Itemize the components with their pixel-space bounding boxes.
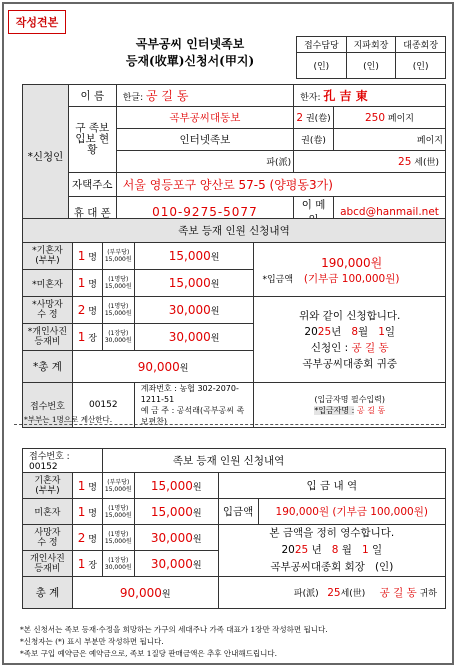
applicant-signature[interactable]: 공 길 동	[351, 341, 389, 354]
fee-count[interactable]: 1	[77, 249, 86, 263]
fee-count[interactable]: 2	[77, 303, 86, 317]
hangul-label: 한글:	[122, 93, 144, 103]
deposit-amount[interactable]: 190,000원	[321, 255, 383, 270]
old-book-name[interactable]: 인터넷족보	[116, 129, 293, 151]
deposit-label: *입금액	[262, 274, 294, 285]
receipt-number: 00152	[72, 383, 134, 428]
old-volume[interactable]: 2	[296, 112, 304, 124]
apply-day[interactable]: 1	[378, 325, 385, 338]
fee-row-label: *사망자 수 정	[23, 297, 73, 324]
old-book-name[interactable]: 곡부공씨대동보	[116, 107, 293, 129]
fee-row-label: *미혼자	[23, 270, 73, 297]
old-page[interactable]: 250	[364, 112, 386, 124]
fee-count[interactable]: 1	[77, 330, 86, 344]
couple-note: *부부는 1명으로 계산한다.	[24, 415, 113, 424]
receipt-no: 접수번호 : 00152	[23, 449, 103, 473]
receipt-label: 접수번호	[23, 383, 73, 428]
cut-line	[14, 424, 444, 425]
receipt-deposit: 190,000원 (기부금 100,000원)	[258, 499, 445, 525]
fee-amount[interactable]: 15,000	[168, 276, 211, 290]
sample-badge: 작성견본	[8, 10, 66, 34]
footer-note-2: *신청자는 (*) 표시 부분만 작성하면 됩니다.	[20, 637, 164, 646]
receipt-total-label: 총 계	[23, 577, 73, 609]
total-label: *총 계	[23, 351, 73, 383]
email-label: 이 메	[294, 197, 334, 228]
address-label: 자택주소	[68, 173, 116, 197]
email-value[interactable]: abcd@hanmail.net	[333, 197, 445, 228]
generation-value[interactable]: 25	[398, 156, 412, 168]
receipt-row-label: 기혼자 (부부)	[23, 473, 73, 499]
fee-amount[interactable]: 15,000	[168, 249, 211, 263]
fee-table: 족보 등재 인원 신청내역 *기혼자 (부부) 1 명 (부부당) 15,000원 15,000원 *입금액 190,000원 (기부금 100,000원) *미혼자 1 명 (1명당) 15,000원 15,000원 *사망자 수 정 2 명 (1명당) 15,000원 30,000원 위와 같이 신청합니다. 2025년 8월 1일 신청인 : 공 길 동 곡부공씨대종회 귀중 *개인사진 등재비 1 장 (1장당) 30,000원 30,000원 *총 계 90,000원 접수번호 00152 계좌번호 : 농협 302-2070-1211-51 예 금 주 : 공석래(곡부공씨 족보편찬) (입금자명 필수입력) *입금자명 : 공 길 동	[22, 218, 446, 428]
fee-amount[interactable]: 30,000	[168, 303, 211, 317]
fee-row-label: *기혼자 (부부)	[23, 243, 73, 270]
receipt-row-label: 사망자 수 정	[23, 525, 73, 551]
fee-row-label: *개인사진 등재비	[23, 324, 73, 351]
depositor-name[interactable]: 공 길 동	[356, 406, 386, 415]
recipient-text: 곡부공씨대종회 귀중	[302, 357, 398, 370]
address-value[interactable]: 서울 영등포구 양산로 57-5 (양평동3가)	[116, 173, 445, 197]
deposit-heading: 입 금 내 역	[218, 473, 445, 499]
footer-note-3: *족보 구입 예약금은 예약금으로, 족보 1질당 판매금액은 추후 안내해드립니다.	[20, 649, 277, 658]
receipt-seal: (인)	[374, 561, 394, 573]
pa-label: 파(派)	[116, 151, 293, 173]
approval-seal[interactable]: (인)	[297, 53, 347, 79]
approval-seal[interactable]: (인)	[396, 53, 446, 79]
bank-account: 계좌번호 : 농협 302-2070-1211-51	[140, 384, 239, 404]
phone-label: 휴 대 폰	[68, 197, 116, 228]
receipt-table: 접수번호 : 00152 족보 등재 인원 신청내역 기혼자 (부부) 1 명 (부부당) 15,000원 15,000원 입 금 내 역 미혼자 1 명 (1명당) 15,000원 15,000원 입금액 190,000원 (기부금 100,000원) 사망자 수 정 2 명 (1명당) 15,000원 30,000원 본 금액을 정히 영수합니다. 2025 년 8 월 1 일 곡부공씨대종회 회장 (인) 개인사진 등재비 1 장 (1장당) 30,000원 30,000원 총 계 90,000원 파(派) 25세(世) 공 길 동 귀하	[22, 448, 446, 609]
receipt-total: 90,000	[119, 585, 162, 600]
receipt-signer: 곡부공씨대종회 회장	[270, 561, 365, 573]
hangul-name[interactable]: 공 길 동	[146, 89, 189, 103]
phone-value[interactable]: 010-9275-5077	[116, 197, 293, 228]
approval-header: 대종회장	[396, 37, 446, 53]
fee-count[interactable]: 1	[77, 276, 86, 290]
receipt-row-label: 개인사진 등재비	[23, 551, 73, 577]
old-record-label: 구 족보 입보 현황	[68, 107, 116, 173]
page-title: 곡부공씨 인터넷족보 등재(收單)신청서(甲지)	[125, 37, 255, 68]
hanja-label: 한자:	[300, 93, 321, 103]
approval-table	[296, 36, 446, 79]
receipt-heading: 족보 등재 인원 신청내역	[102, 449, 445, 473]
receipt-row-label: 미혼자	[23, 499, 73, 525]
applicant-section-label: *신청인	[23, 85, 69, 228]
total-amount[interactable]: 90,000	[137, 359, 180, 374]
receipt-name: 공 길 동	[379, 587, 417, 599]
apply-year[interactable]: 25	[317, 325, 332, 338]
fee-heading: 족보 등재 인원 신청내역	[23, 219, 446, 243]
applicant-table: *신청인 이 름 한글: 공 길 동 한자: 孔 吉 東 구 족보 입보 현황 곡부공씨대동보 2 권(卷) 250 페이지 인터넷족보 권(卷) 페이지 파(派) 25 세(世) 자택주소 서울 영등포구 양산로 57-5 (양평동3가) 휴 대 폰 010-9275-5077 이 메 abcd@hanmail.net	[22, 84, 446, 228]
approval-header: 지파회장	[346, 37, 396, 53]
approval-header: 접수담당	[297, 37, 347, 53]
depositor-note: (입금자명 필수입력)	[314, 395, 386, 404]
footer-note-1: *본 신청서는 족보 등재·수정을 희망하는 가구의 세대주나 가족 대표가 1장만 작성하면 됩니다.	[20, 625, 328, 634]
fee-amount[interactable]: 30,000	[168, 330, 211, 344]
confirm-text: 위와 같이 신청합니다.	[299, 309, 401, 322]
name-label: 이 름	[68, 85, 116, 107]
deposit-donation[interactable]: (기부금 100,000원)	[303, 272, 400, 285]
account-holder: 예 금 주 : 공석래(곡부공씨 족보편찬)	[140, 406, 245, 426]
hanja-name[interactable]: 孔 吉 東	[323, 89, 368, 103]
receipt-confirm: 본 금액을 정히 영수합니다.	[269, 527, 395, 539]
apply-month[interactable]: 8	[351, 325, 359, 338]
receipt-deposit-label: 입금액	[218, 499, 258, 525]
approval-seal[interactable]: (인)	[346, 53, 396, 79]
